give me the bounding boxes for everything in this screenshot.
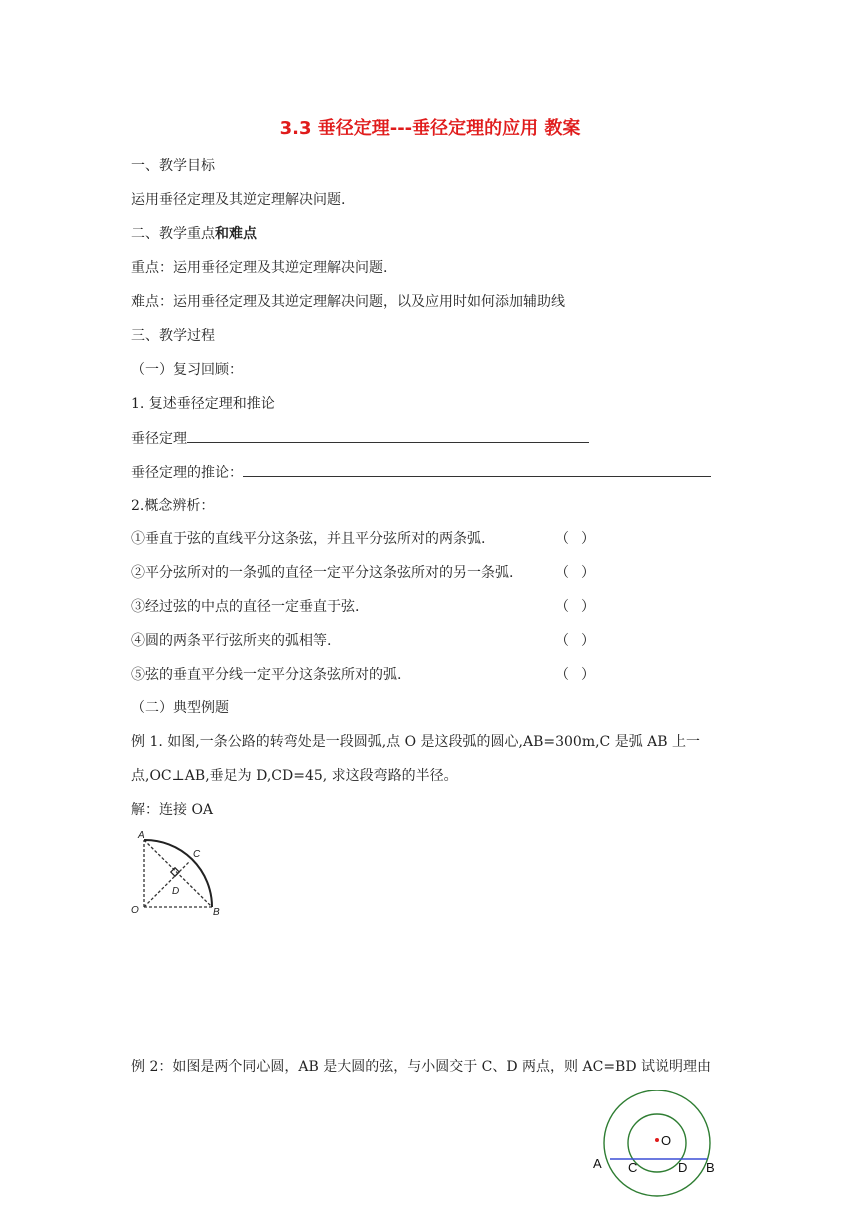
- key-point-text: 重点：运用垂径定理及其逆定理解决问题.: [131, 260, 388, 276]
- solution-text: 解：连接 OA: [131, 802, 214, 818]
- label-c: C: [628, 1160, 638, 1175]
- theorem-blank: [187, 428, 589, 443]
- center-point: [655, 1138, 659, 1142]
- right-angle-mark: [171, 868, 179, 876]
- label-c: C: [193, 849, 201, 860]
- review-heading: （一）复习回顾：: [131, 362, 243, 378]
- keypoints-heading-bold: 和难点: [215, 226, 257, 242]
- judgement-item: ⑤弦的垂直平分线一定平分这条弦所对的弧.: [131, 667, 402, 683]
- label-d: D: [678, 1160, 688, 1175]
- judgement-item: ④圆的两条平行弦所夹的弧相等.: [131, 633, 332, 649]
- corollary-line: [131, 462, 711, 483]
- radius-oc: [144, 861, 190, 907]
- figure-arc-diagram: [126, 826, 226, 918]
- judgement-item: ①垂直于弦的直线平分这条弦，并且平分弦所对的两条弧.: [131, 531, 486, 547]
- figure-concentric-circles: [590, 1090, 730, 1210]
- corollary-label: 垂径定理的推论：: [131, 465, 243, 481]
- keypoints-heading-plain: 二、教学重点: [131, 226, 215, 242]
- review-item-1: 1. 复述垂径定理和推论: [131, 396, 275, 412]
- outer-circle: [604, 1090, 710, 1196]
- theorem-label: 垂径定理: [131, 431, 187, 447]
- answer-bracket: （ ）: [555, 633, 595, 649]
- corollary-blank: [243, 462, 711, 477]
- difficulty-text: 难点：运用垂径定理及其逆定理解决问题，以及应用时如何添加辅助线: [131, 294, 565, 310]
- label-a: A: [138, 830, 145, 841]
- answer-bracket: （ ）: [555, 565, 595, 581]
- example1-line2: 点,OC⊥AB,垂足为 D,CD=45, 求这段弯路的半径。: [131, 768, 458, 784]
- section-heading-objectives: 一、教学目标: [131, 158, 215, 174]
- example1-line1: 例 1. 如图,一条公路的转弯处是一段圆弧,点 O 是这段弧的圆心,AB=300m,C 是弧 AB 上一: [131, 734, 701, 750]
- page-title: 3.3 垂径定理---垂径定理的应用 教案: [279, 118, 581, 139]
- judgement-item: ③经过弦的中点的直径一定垂直于弦.: [131, 599, 360, 615]
- label-o: O: [661, 1133, 672, 1148]
- answer-bracket: （ ）: [555, 599, 595, 615]
- label-a: A: [593, 1156, 602, 1171]
- label-b: B: [213, 907, 220, 918]
- label-b: B: [706, 1160, 715, 1175]
- answer-bracket: （ ）: [555, 531, 595, 547]
- section-heading-process: 三、教学过程: [131, 328, 215, 344]
- section-heading-keypoints: [131, 224, 257, 244]
- review-item-2: 2.概念辨析：: [131, 498, 215, 514]
- example2-text: 例 2：如图是两个同心圆，AB 是大圆的弦，与小圆交于 C、D 两点，则 AC=BD 试说明理由: [131, 1059, 712, 1075]
- label-d: D: [172, 886, 180, 897]
- objectives-text: 运用垂径定理及其逆定理解决问题.: [131, 192, 346, 208]
- theorem-line: [131, 428, 589, 449]
- judgement-item: ②平分弦所对的一条弧的直径一定平分这条弦所对的另一条弧.: [131, 565, 514, 581]
- label-o: O: [131, 905, 139, 916]
- answer-bracket: （ ）: [555, 667, 595, 683]
- examples-heading: （二）典型例题: [131, 700, 229, 716]
